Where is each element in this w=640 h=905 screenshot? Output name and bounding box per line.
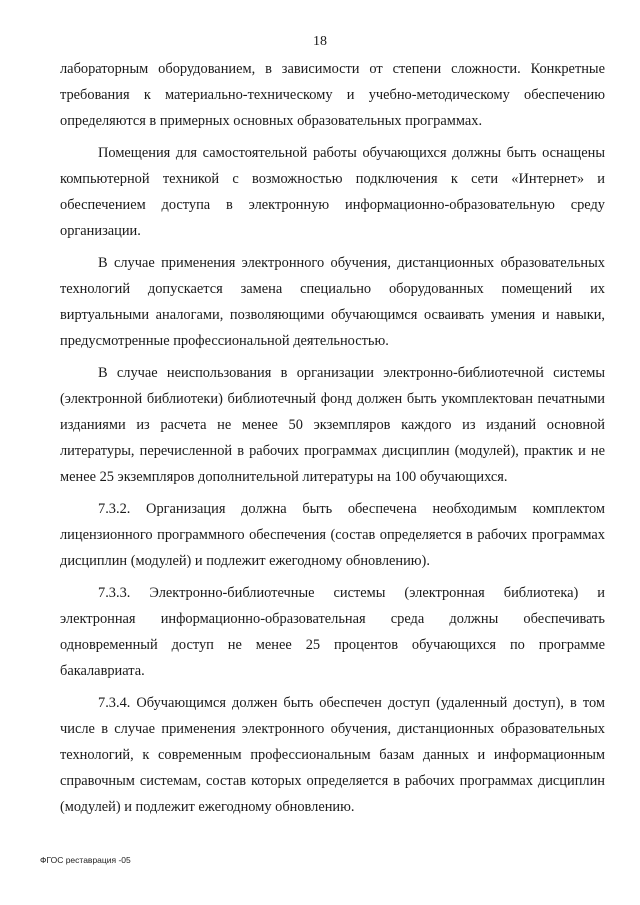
footer-document-code: ФГОС реставрация -05 bbox=[40, 855, 131, 865]
paragraph-7-3-2: 7.3.2. Организация должна быть обеспечена необходимым комплектом лицензионного программного обеспечения (состав определяется в рабочих программах дисциплин (модулей) и подлежит ежегодному обновлению). bbox=[60, 501, 605, 569]
page-body bbox=[60, 56, 605, 820]
page-number: 18 bbox=[313, 34, 327, 49]
paragraph-self-study-rooms: Помещения для самостоятельной работы обучающихся должны быть оснащены компьютерной техникой с возможностью подключения к сети «Интернет» и обеспечением доступа в электронную информационно-образовательную среду организации. bbox=[60, 145, 605, 239]
paragraph-continuation: лабораторным оборудованием, в зависимости от степени сложности. Конкретные требования к материально-техническому и учебно-методическому обеспечению определяются в примерных основных образовательных программах. bbox=[60, 61, 605, 129]
paragraph-7-3-3: 7.3.3. Электронно-библиотечные системы (электронная библиотека) и электронная информационно-образовательная среда должны обеспечивать одновременный доступ не менее 25 процентов обучающихся по программе бакалавриата. bbox=[60, 585, 605, 679]
paragraph-library-fund: В случае неиспользования в организации электронно-библиотечной системы (электронной библиотеки) библиотечный фонд должен быть укомплектован печатными изданиями из расчета не менее 50 экземпляров каждого из изданий основной литературы, перечисленной в рабочих программах дисциплин (модулей), практик и не менее 25 экземпляров дополнительной литературы на 100 обучающихся. bbox=[60, 365, 605, 485]
paragraph-7-3-4: 7.3.4. Обучающимся должен быть обеспечен доступ (удаленный доступ), в том числе в случае применения электронного обучения, дистанционных образовательных технологий, к современным профессиональным базам данных и информационным справочным системам, состав которых определяется в рабочих программах дисциплин (модулей) и подлежит ежегодному обновлению. bbox=[60, 695, 605, 815]
paragraph-e-learning: В случае применения электронного обучения, дистанционных образовательных технологий допускается замена специально оборудованных помещений их виртуальными аналогами, позволяющими обучающимся осваивать умения и навыки, предусмотренные профессиональной деятельностью. bbox=[60, 255, 605, 349]
